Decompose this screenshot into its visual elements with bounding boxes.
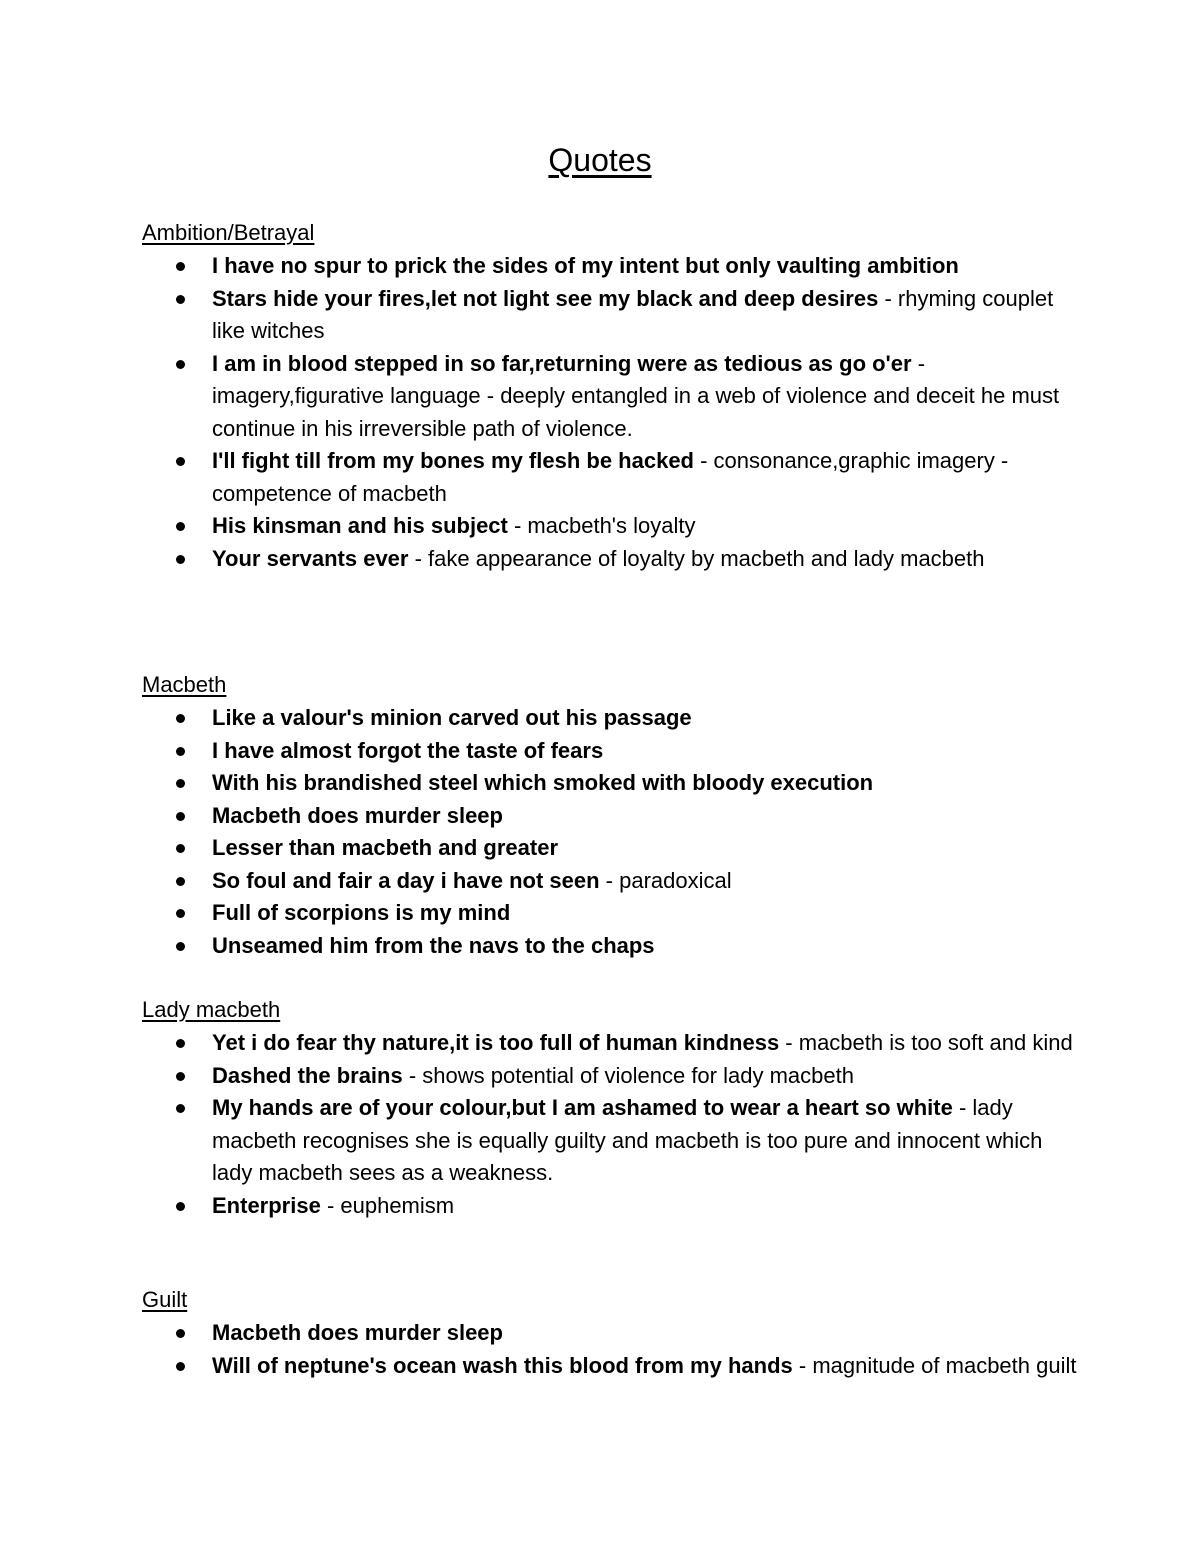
quote-text: Like a valour's minion carved out his passage bbox=[212, 705, 692, 730]
bullet-icon bbox=[176, 1072, 185, 1081]
section-ambition-betrayal bbox=[142, 218, 1082, 575]
quote-note: - paradoxical bbox=[599, 867, 732, 893]
list-item bbox=[142, 1092, 1082, 1190]
quote-text: So foul and fair a day i have not seen bbox=[212, 867, 600, 893]
bullet-icon bbox=[176, 1329, 185, 1338]
list-item bbox=[142, 510, 1082, 543]
bullet-icon bbox=[176, 522, 185, 531]
quote-note: - macbeth's loyalty bbox=[507, 513, 696, 538]
quote-note: - consonance,graphic imagery - competence of macbeth bbox=[212, 448, 1009, 506]
list-item bbox=[142, 348, 1082, 446]
quote-text: His kinsman and his subject bbox=[212, 513, 508, 538]
quote-text: Dashed the brains bbox=[212, 1062, 403, 1088]
list-item bbox=[142, 767, 1082, 800]
bullet-icon bbox=[176, 1362, 185, 1371]
quote-note: - magnitude of macbeth guilt bbox=[792, 1352, 1077, 1378]
section-heading: Lady macbeth bbox=[142, 997, 281, 1022]
bullet-icon bbox=[176, 714, 185, 723]
page-title: Quotes bbox=[548, 142, 652, 178]
section-heading: Guilt bbox=[142, 1287, 188, 1312]
list-item bbox=[142, 832, 1082, 865]
list-item bbox=[142, 1190, 1082, 1223]
list-item bbox=[142, 283, 1082, 348]
list-item bbox=[142, 865, 1082, 898]
quote-text: I'll fight till from my bones my flesh be hacked bbox=[212, 448, 694, 473]
quote-text: I have no spur to prick the sides of my intent but only vaulting ambition bbox=[212, 253, 959, 278]
quote-text: Full of scorpions is my mind bbox=[212, 900, 511, 925]
quote-text: I have almost forgot the taste of fears bbox=[212, 737, 604, 763]
quote-note: - fake appearance of loyalty by macbeth and lady macbeth bbox=[408, 545, 985, 571]
bullet-icon bbox=[176, 877, 185, 886]
list-item bbox=[142, 250, 1082, 283]
list-item bbox=[142, 930, 1082, 963]
quote-text: Enterprise bbox=[212, 1192, 321, 1218]
quote-note: - imagery,figurative language - deeply entangled in a web of violence and deceit he must continue in his irreversible path of violence. bbox=[212, 350, 1060, 441]
quote-note: - lady macbeth recognises she is equally guilty and macbeth is too pure and innocent which lady macbeth sees as a weakness. bbox=[212, 1095, 1043, 1185]
quote-list bbox=[142, 702, 1082, 962]
quote-note: - macbeth is too soft and kind bbox=[779, 1030, 1073, 1055]
bullet-icon bbox=[176, 812, 185, 821]
quote-text: Yet i do fear thy nature,it is too full of human kindness bbox=[212, 1030, 780, 1055]
list-item bbox=[142, 543, 1082, 576]
quote-text: Macbeth does murder sleep bbox=[212, 802, 503, 828]
quote-text: Lesser than macbeth and greater bbox=[212, 835, 559, 860]
list-item bbox=[142, 897, 1082, 930]
quote-text: Will of neptune's ocean wash this blood from my hands bbox=[212, 1352, 793, 1378]
bullet-icon bbox=[176, 1202, 185, 1211]
quote-list bbox=[142, 1027, 1082, 1222]
quote-list bbox=[142, 1317, 1082, 1382]
quote-note: - euphemism bbox=[320, 1192, 455, 1218]
bullet-icon bbox=[176, 555, 185, 564]
quote-text: Unseamed him from the navs to the chaps bbox=[212, 932, 655, 958]
quote-note: - rhyming couplet like witches bbox=[212, 285, 1054, 343]
bullet-icon bbox=[176, 1039, 185, 1048]
bullet-icon bbox=[176, 360, 185, 369]
bullet-icon bbox=[176, 747, 185, 756]
section-heading: Ambition/Betrayal bbox=[142, 220, 315, 245]
list-item bbox=[142, 735, 1082, 768]
list-item bbox=[142, 702, 1082, 735]
quote-text: Macbeth does murder sleep bbox=[212, 1320, 503, 1345]
list-item bbox=[142, 1317, 1082, 1350]
quote-list bbox=[142, 250, 1082, 575]
list-item bbox=[142, 1027, 1082, 1060]
quote-text: Stars hide your fires,let not light see my black and deep desires bbox=[212, 285, 879, 311]
section-heading: Macbeth bbox=[142, 672, 227, 697]
quote-text: I am in blood stepped in so far,returning were as tedious as go o'er bbox=[212, 350, 912, 376]
quote-text: With his brandished steel which smoked with bloody execution bbox=[212, 770, 874, 795]
section-lady-macbeth bbox=[142, 995, 1082, 1222]
bullet-icon bbox=[176, 262, 185, 271]
list-item bbox=[142, 1060, 1082, 1093]
bullet-icon bbox=[176, 295, 185, 304]
bullet-icon bbox=[176, 909, 185, 918]
quote-text: Your servants ever bbox=[212, 545, 409, 571]
list-item bbox=[142, 800, 1082, 833]
bullet-icon bbox=[176, 1104, 185, 1113]
bullet-icon bbox=[176, 844, 185, 853]
bullet-icon bbox=[176, 457, 185, 466]
list-item bbox=[142, 445, 1082, 510]
section-macbeth bbox=[142, 670, 1082, 962]
bullet-icon bbox=[176, 942, 185, 951]
list-item bbox=[142, 1350, 1082, 1383]
section-guilt bbox=[142, 1285, 1082, 1382]
bullet-icon bbox=[176, 779, 185, 788]
quote-note: - shows potential of violence for lady macbeth bbox=[402, 1062, 854, 1088]
quote-text: My hands are of your colour,but I am ashamed to wear a heart so white bbox=[212, 1095, 953, 1120]
